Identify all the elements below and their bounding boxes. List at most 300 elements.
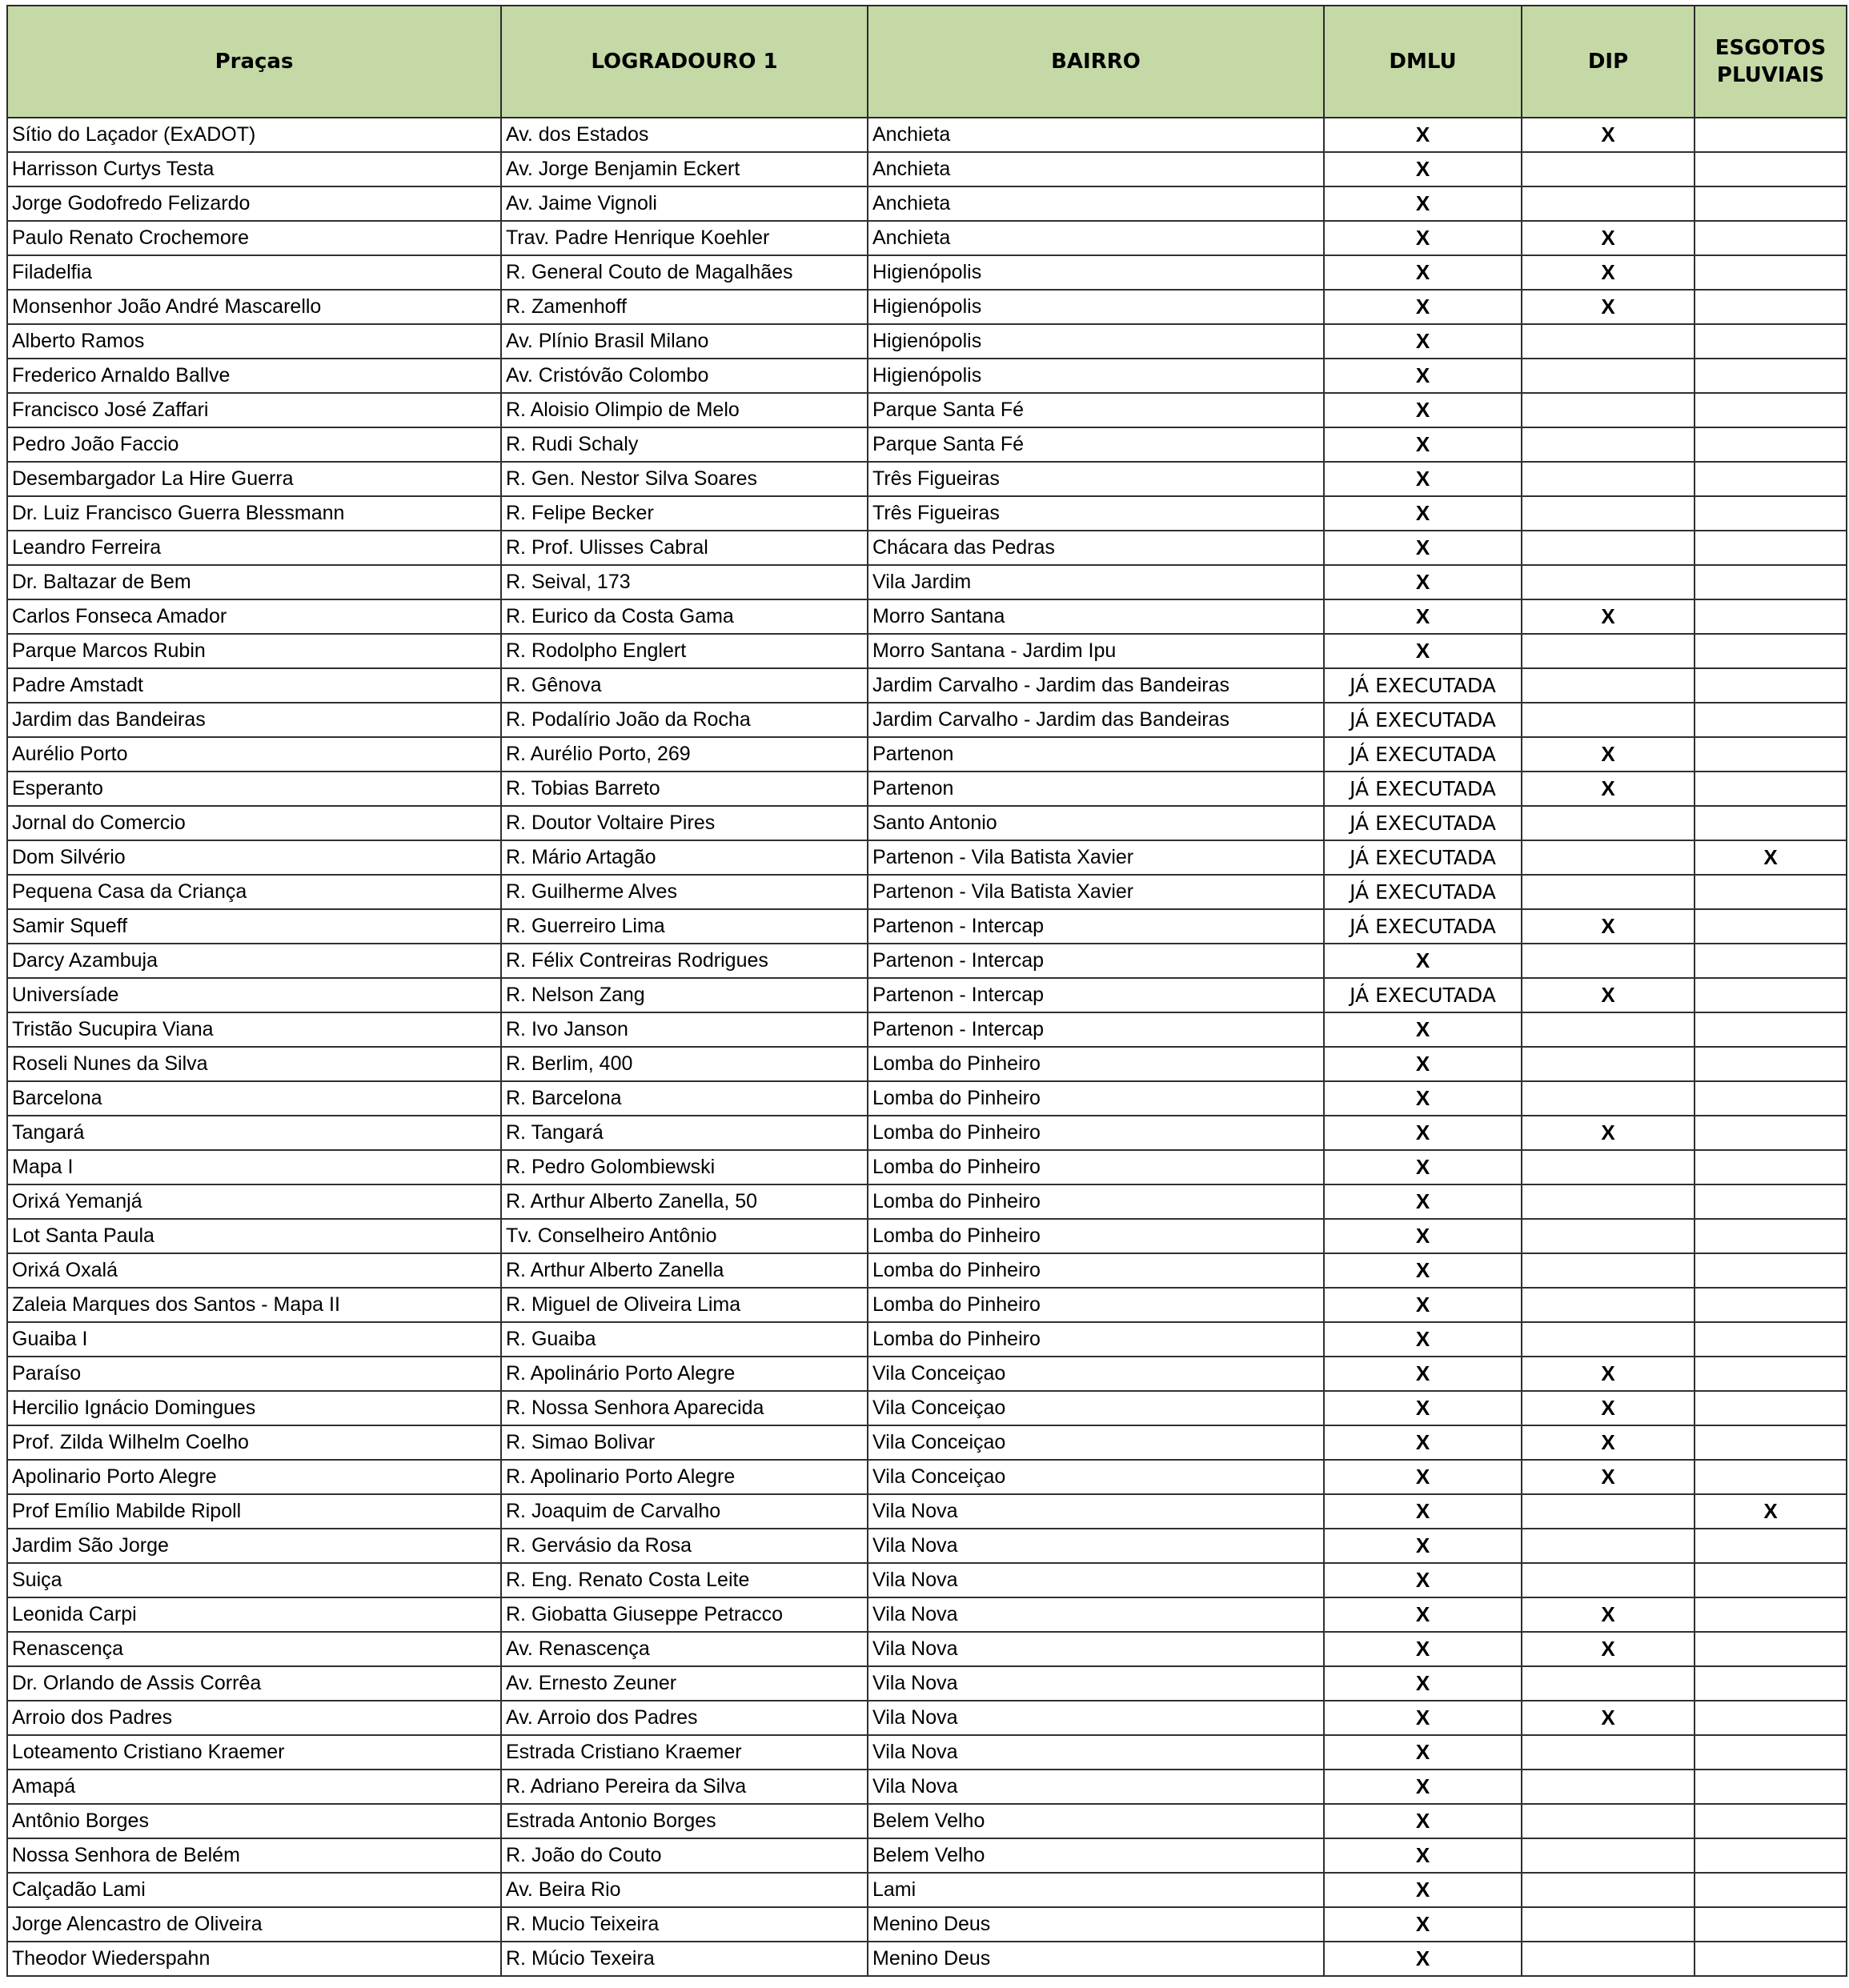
cell-dip xyxy=(1522,565,1695,599)
cell-logradouro: R. Simao Bolivar xyxy=(501,1425,868,1460)
cell-dmlu: X xyxy=(1324,1701,1522,1735)
cell-dmlu: X xyxy=(1324,599,1522,634)
cell-dmlu: X xyxy=(1324,1184,1522,1219)
cell-praca: Orixá Yemanjá xyxy=(7,1184,501,1219)
cell-dmlu: X xyxy=(1324,944,1522,978)
cell-praca: Jornal do Comercio xyxy=(7,806,501,840)
cell-esgotos-pluviais xyxy=(1695,1666,1847,1701)
cell-dip xyxy=(1522,634,1695,668)
cell-dmlu: X xyxy=(1324,1632,1522,1666)
cell-praca: Alberto Ramos xyxy=(7,324,501,359)
cell-logradouro: Av. Jaime Vignoli xyxy=(501,186,868,221)
cell-logradouro: R. Apolinário Porto Alegre xyxy=(501,1357,868,1391)
cell-praca: Pequena Casa da Criança xyxy=(7,875,501,909)
cell-praca: Arroio dos Padres xyxy=(7,1701,501,1735)
cell-bairro: Santo Antonio xyxy=(868,806,1324,840)
cell-praca: Parque Marcos Rubin xyxy=(7,634,501,668)
cell-praca: Dom Silvério xyxy=(7,840,501,875)
cell-esgotos-pluviais xyxy=(1695,1425,1847,1460)
cell-praca: Paulo Renato Crochemore xyxy=(7,221,501,255)
cell-esgotos-pluviais xyxy=(1695,1701,1847,1735)
cell-esgotos-pluviais xyxy=(1695,1391,1847,1425)
cell-logradouro: R. Mário Artagão xyxy=(501,840,868,875)
cell-bairro: Higienópolis xyxy=(868,290,1324,324)
cell-bairro: Anchieta xyxy=(868,152,1324,186)
table-row xyxy=(7,462,1847,496)
table-row xyxy=(7,1219,1847,1253)
cell-logradouro: R. Ivo Janson xyxy=(501,1012,868,1047)
cell-dmlu: X xyxy=(1324,565,1522,599)
cell-bairro: Vila Conceiçao xyxy=(868,1357,1324,1391)
cell-praca: Esperanto xyxy=(7,772,501,806)
cell-esgotos-pluviais xyxy=(1695,1081,1847,1116)
cell-bairro: Morro Santana - Jardim Ipu xyxy=(868,634,1324,668)
cell-dmlu: X xyxy=(1324,496,1522,531)
table-row xyxy=(7,772,1847,806)
cell-praca: Sítio do Laçador (ExADOT) xyxy=(7,118,501,152)
cell-esgotos-pluviais: X xyxy=(1695,1494,1847,1529)
cell-esgotos-pluviais xyxy=(1695,1838,1847,1873)
cell-bairro: Vila Nova xyxy=(868,1701,1324,1735)
cell-logradouro: R. Rodolpho Englert xyxy=(501,634,868,668)
cell-praca: Darcy Azambuja xyxy=(7,944,501,978)
cell-esgotos-pluviais xyxy=(1695,599,1847,634)
cell-logradouro: R. Adriano Pereira da Silva xyxy=(501,1770,868,1804)
cell-dmlu: X xyxy=(1324,462,1522,496)
cell-dip: X xyxy=(1522,1391,1695,1425)
cell-dmlu: X xyxy=(1324,1116,1522,1150)
cell-bairro: Lomba do Pinheiro xyxy=(868,1288,1324,1322)
cell-logradouro: Av. Arroio dos Padres xyxy=(501,1701,868,1735)
cell-bairro: Belem Velho xyxy=(868,1838,1324,1873)
cell-dmlu: X xyxy=(1324,1425,1522,1460)
cell-bairro: Vila Nova xyxy=(868,1666,1324,1701)
cell-praca: Suiça xyxy=(7,1563,501,1597)
cell-dip xyxy=(1522,1012,1695,1047)
cell-logradouro: Estrada Antonio Borges xyxy=(501,1804,868,1838)
cell-dmlu: X xyxy=(1324,1357,1522,1391)
cell-esgotos-pluviais xyxy=(1695,152,1847,186)
cell-logradouro: R. Zamenhoff xyxy=(501,290,868,324)
cell-bairro: Três Figueiras xyxy=(868,462,1324,496)
cell-esgotos-pluviais xyxy=(1695,1116,1847,1150)
cell-logradouro: R. Podalírio João da Rocha xyxy=(501,703,868,737)
cell-logradouro: R. Eng. Renato Costa Leite xyxy=(501,1563,868,1597)
cell-bairro: Lomba do Pinheiro xyxy=(868,1322,1324,1357)
cell-esgotos-pluviais xyxy=(1695,668,1847,703)
table-row xyxy=(7,1873,1847,1907)
cell-dip xyxy=(1522,840,1695,875)
cell-dip: X xyxy=(1522,1425,1695,1460)
cell-dmlu: X xyxy=(1324,1253,1522,1288)
cell-praca: Orixá Oxalá xyxy=(7,1253,501,1288)
cell-dip xyxy=(1522,1666,1695,1701)
cell-bairro: Partenon - Intercap xyxy=(868,944,1324,978)
cell-dmlu: X xyxy=(1324,1563,1522,1597)
cell-bairro: Belem Velho xyxy=(868,1804,1324,1838)
cell-esgotos-pluviais xyxy=(1695,186,1847,221)
cell-praca: Dr. Luiz Francisco Guerra Blessmann xyxy=(7,496,501,531)
cell-dmlu: X xyxy=(1324,1012,1522,1047)
cell-praca: Filadelfia xyxy=(7,255,501,290)
cell-logradouro: R. Tangará xyxy=(501,1116,868,1150)
cell-dmlu: X xyxy=(1324,255,1522,290)
table-row xyxy=(7,496,1847,531)
cell-dip xyxy=(1522,1770,1695,1804)
cell-bairro: Anchieta xyxy=(868,221,1324,255)
cell-bairro: Anchieta xyxy=(868,186,1324,221)
cell-bairro: Três Figueiras xyxy=(868,496,1324,531)
cell-bairro: Vila Jardim xyxy=(868,565,1324,599)
table-row xyxy=(7,1391,1847,1425)
cell-bairro: Partenon xyxy=(868,737,1324,772)
cell-praca: Hercilio Ignácio Domingues xyxy=(7,1391,501,1425)
cell-esgotos-pluviais xyxy=(1695,1942,1847,1976)
cell-esgotos-pluviais xyxy=(1695,1047,1847,1081)
cell-praca: Tristão Sucupira Viana xyxy=(7,1012,501,1047)
cell-dmlu: X xyxy=(1324,427,1522,462)
cell-dmlu: X xyxy=(1324,118,1522,152)
cell-dmlu: JÁ EXECUTADA xyxy=(1324,875,1522,909)
cell-dip xyxy=(1522,1563,1695,1597)
cell-esgotos-pluviais xyxy=(1695,565,1847,599)
table-row xyxy=(7,806,1847,840)
table-row xyxy=(7,186,1847,221)
cell-logradouro: R. Eurico da Costa Gama xyxy=(501,599,868,634)
cell-praca: Universíade xyxy=(7,978,501,1012)
cell-bairro: Jardim Carvalho - Jardim das Bandeiras xyxy=(868,668,1324,703)
cell-dip: X xyxy=(1522,599,1695,634)
cell-dip: X xyxy=(1522,255,1695,290)
cell-dip xyxy=(1522,1322,1695,1357)
table-row xyxy=(7,1081,1847,1116)
cell-dmlu: X xyxy=(1324,1081,1522,1116)
cell-logradouro: R. Arthur Alberto Zanella, 50 xyxy=(501,1184,868,1219)
cell-esgotos-pluviais xyxy=(1695,944,1847,978)
cell-bairro: Partenon - Vila Batista Xavier xyxy=(868,840,1324,875)
cell-logradouro: R. Berlim, 400 xyxy=(501,1047,868,1081)
cell-dip xyxy=(1522,1804,1695,1838)
cell-dip: X xyxy=(1522,1701,1695,1735)
table-row xyxy=(7,599,1847,634)
cell-logradouro: R. Seival, 173 xyxy=(501,565,868,599)
cell-dmlu: X xyxy=(1324,1322,1522,1357)
cell-esgotos-pluviais xyxy=(1695,634,1847,668)
table-row xyxy=(7,668,1847,703)
cell-esgotos-pluviais xyxy=(1695,875,1847,909)
table-row xyxy=(7,1666,1847,1701)
cell-esgotos-pluviais xyxy=(1695,290,1847,324)
table-row xyxy=(7,1322,1847,1357)
cell-bairro: Vila Conceiçao xyxy=(868,1391,1324,1425)
header-pracas: Praças xyxy=(7,6,501,118)
cell-esgotos-pluviais xyxy=(1695,737,1847,772)
cell-dip xyxy=(1522,1942,1695,1976)
cell-dip xyxy=(1522,1219,1695,1253)
cell-logradouro: R. Joaquim de Carvalho xyxy=(501,1494,868,1529)
header-row xyxy=(7,6,1847,118)
cell-praca: Zaleia Marques dos Santos - Mapa II xyxy=(7,1288,501,1322)
cell-esgotos-pluviais xyxy=(1695,978,1847,1012)
cell-dmlu: X xyxy=(1324,1838,1522,1873)
cell-esgotos-pluviais xyxy=(1695,118,1847,152)
table-row xyxy=(7,1288,1847,1322)
cell-bairro: Lomba do Pinheiro xyxy=(868,1150,1324,1184)
table-row xyxy=(7,1184,1847,1219)
cell-dmlu: X xyxy=(1324,1873,1522,1907)
cell-logradouro: R. Tobias Barreto xyxy=(501,772,868,806)
cell-logradouro: R. Mucio Teixeira xyxy=(501,1907,868,1942)
cell-logradouro: R. Apolinario Porto Alegre xyxy=(501,1460,868,1494)
cell-praca: Padre Amstadt xyxy=(7,668,501,703)
table-row xyxy=(7,324,1847,359)
cell-bairro: Higienópolis xyxy=(868,359,1324,393)
cell-praca: Prof. Zilda Wilhelm Coelho xyxy=(7,1425,501,1460)
cell-bairro: Chácara das Pedras xyxy=(868,531,1324,565)
cell-bairro: Lomba do Pinheiro xyxy=(868,1047,1324,1081)
cell-esgotos-pluviais: X xyxy=(1695,840,1847,875)
table-row xyxy=(7,1632,1847,1666)
cell-esgotos-pluviais xyxy=(1695,393,1847,427)
cell-logradouro: Av. Plínio Brasil Milano xyxy=(501,324,868,359)
cell-dmlu: X xyxy=(1324,1219,1522,1253)
cell-logradouro: R. João do Couto xyxy=(501,1838,868,1873)
table-row xyxy=(7,1047,1847,1081)
cell-esgotos-pluviais xyxy=(1695,1770,1847,1804)
cell-dmlu: X xyxy=(1324,1391,1522,1425)
cell-bairro: Vila Nova xyxy=(868,1597,1324,1632)
cell-bairro: Partenon - Intercap xyxy=(868,909,1324,944)
cell-logradouro: Av. Cristóvão Colombo xyxy=(501,359,868,393)
table-row xyxy=(7,1907,1847,1942)
cell-praca: Amapá xyxy=(7,1770,501,1804)
cell-praca: Mapa I xyxy=(7,1150,501,1184)
cell-dip: X xyxy=(1522,1632,1695,1666)
cell-esgotos-pluviais xyxy=(1695,1219,1847,1253)
table-row xyxy=(7,393,1847,427)
table-row xyxy=(7,944,1847,978)
cell-praca: Barcelona xyxy=(7,1081,501,1116)
cell-bairro: Vila Nova xyxy=(868,1770,1324,1804)
cell-esgotos-pluviais xyxy=(1695,1907,1847,1942)
cell-dip: X xyxy=(1522,909,1695,944)
cell-logradouro: R. Nelson Zang xyxy=(501,978,868,1012)
cell-dmlu: X xyxy=(1324,152,1522,186)
table-row xyxy=(7,565,1847,599)
cell-dmlu: JÁ EXECUTADA xyxy=(1324,909,1522,944)
cell-dmlu: JÁ EXECUTADA xyxy=(1324,668,1522,703)
cell-dip xyxy=(1522,944,1695,978)
cell-praca: Jardim das Bandeiras xyxy=(7,703,501,737)
cell-logradouro: R. Aurélio Porto, 269 xyxy=(501,737,868,772)
cell-praca: Pedro João Faccio xyxy=(7,427,501,462)
cell-praca: Apolinario Porto Alegre xyxy=(7,1460,501,1494)
table-row xyxy=(7,840,1847,875)
cell-logradouro: R. Barcelona xyxy=(501,1081,868,1116)
cell-logradouro: R. Aloisio Olimpio de Melo xyxy=(501,393,868,427)
cell-dmlu: X xyxy=(1324,1460,1522,1494)
cell-praca: Frederico Arnaldo Ballve xyxy=(7,359,501,393)
cell-praca: Calçadão Lami xyxy=(7,1873,501,1907)
cell-dmlu: X xyxy=(1324,324,1522,359)
cell-bairro: Parque Santa Fé xyxy=(868,393,1324,427)
cell-esgotos-pluviais xyxy=(1695,1597,1847,1632)
table-body xyxy=(7,118,1847,1976)
cell-dip xyxy=(1522,668,1695,703)
pracas-table xyxy=(6,5,1847,1977)
table-row xyxy=(7,1804,1847,1838)
cell-dmlu: X xyxy=(1324,359,1522,393)
cell-logradouro: R. General Couto de Magalhães xyxy=(501,255,868,290)
cell-logradouro: R. Felipe Becker xyxy=(501,496,868,531)
cell-praca: Dr. Orlando de Assis Corrêa xyxy=(7,1666,501,1701)
cell-logradouro: R. Rudi Schaly xyxy=(501,427,868,462)
cell-logradouro: R. Doutor Voltaire Pires xyxy=(501,806,868,840)
cell-dmlu: X xyxy=(1324,1529,1522,1563)
cell-bairro: Lomba do Pinheiro xyxy=(868,1184,1324,1219)
cell-praca: Lot Santa Paula xyxy=(7,1219,501,1253)
cell-esgotos-pluviais xyxy=(1695,1357,1847,1391)
cell-dmlu: X xyxy=(1324,290,1522,324)
cell-logradouro: Estrada Cristiano Kraemer xyxy=(501,1735,868,1770)
cell-dip xyxy=(1522,1288,1695,1322)
cell-dip xyxy=(1522,152,1695,186)
cell-dmlu: JÁ EXECUTADA xyxy=(1324,772,1522,806)
cell-dip xyxy=(1522,1184,1695,1219)
table-row xyxy=(7,1597,1847,1632)
cell-dmlu: X xyxy=(1324,1150,1522,1184)
cell-dip: X xyxy=(1522,978,1695,1012)
header-dip: DIP xyxy=(1522,6,1695,118)
cell-logradouro: R. Pedro Golombiewski xyxy=(501,1150,868,1184)
cell-dip xyxy=(1522,1838,1695,1873)
cell-logradouro: Av. Renascença xyxy=(501,1632,868,1666)
cell-dmlu: JÁ EXECUTADA xyxy=(1324,978,1522,1012)
table-row xyxy=(7,875,1847,909)
cell-esgotos-pluviais xyxy=(1695,909,1847,944)
cell-logradouro: R. Nossa Senhora Aparecida xyxy=(501,1391,868,1425)
cell-dip xyxy=(1522,1907,1695,1942)
cell-esgotos-pluviais xyxy=(1695,703,1847,737)
cell-logradouro: R. Félix Contreiras Rodrigues xyxy=(501,944,868,978)
table-row xyxy=(7,255,1847,290)
cell-logradouro: R. Arthur Alberto Zanella xyxy=(501,1253,868,1288)
cell-dip: X xyxy=(1522,290,1695,324)
cell-dmlu: JÁ EXECUTADA xyxy=(1324,806,1522,840)
table-row xyxy=(7,978,1847,1012)
cell-esgotos-pluviais xyxy=(1695,1150,1847,1184)
table-row xyxy=(7,531,1847,565)
cell-bairro: Jardim Carvalho - Jardim das Bandeiras xyxy=(868,703,1324,737)
cell-dip: X xyxy=(1522,1357,1695,1391)
cell-esgotos-pluviais xyxy=(1695,1253,1847,1288)
cell-praca: Leandro Ferreira xyxy=(7,531,501,565)
cell-esgotos-pluviais xyxy=(1695,255,1847,290)
cell-esgotos-pluviais xyxy=(1695,496,1847,531)
cell-logradouro: Trav. Padre Henrique Koehler xyxy=(501,221,868,255)
cell-logradouro: R. Giobatta Giuseppe Petracco xyxy=(501,1597,868,1632)
cell-esgotos-pluviais xyxy=(1695,1288,1847,1322)
cell-dip xyxy=(1522,1873,1695,1907)
cell-praca: Paraíso xyxy=(7,1357,501,1391)
cell-praca: Jorge Godofredo Felizardo xyxy=(7,186,501,221)
header-bairro: BAIRRO xyxy=(868,6,1324,118)
cell-esgotos-pluviais xyxy=(1695,1632,1847,1666)
cell-dmlu: X xyxy=(1324,1907,1522,1942)
cell-dmlu: X xyxy=(1324,393,1522,427)
cell-dip xyxy=(1522,1529,1695,1563)
table-row xyxy=(7,1116,1847,1150)
cell-esgotos-pluviais xyxy=(1695,1460,1847,1494)
cell-praca: Desembargador La Hire Guerra xyxy=(7,462,501,496)
cell-dip xyxy=(1522,496,1695,531)
cell-dip xyxy=(1522,393,1695,427)
cell-dip xyxy=(1522,186,1695,221)
cell-logradouro: R. Gênova xyxy=(501,668,868,703)
cell-dip: X xyxy=(1522,737,1695,772)
cell-dmlu: X xyxy=(1324,1047,1522,1081)
cell-dip: X xyxy=(1522,1597,1695,1632)
cell-bairro: Vila Conceiçao xyxy=(868,1425,1324,1460)
table-row xyxy=(7,290,1847,324)
cell-bairro: Lomba do Pinheiro xyxy=(868,1219,1324,1253)
cell-bairro: Higienópolis xyxy=(868,324,1324,359)
cell-dmlu: X xyxy=(1324,531,1522,565)
cell-esgotos-pluviais xyxy=(1695,1322,1847,1357)
cell-esgotos-pluviais xyxy=(1695,1012,1847,1047)
cell-dip xyxy=(1522,359,1695,393)
cell-praca: Renascença xyxy=(7,1632,501,1666)
cell-praca: Francisco José Zaffari xyxy=(7,393,501,427)
cell-dmlu: JÁ EXECUTADA xyxy=(1324,840,1522,875)
header-logradouro: LOGRADOURO 1 xyxy=(501,6,868,118)
cell-esgotos-pluviais xyxy=(1695,772,1847,806)
cell-logradouro: R. Guaiba xyxy=(501,1322,868,1357)
cell-dip: X xyxy=(1522,1116,1695,1150)
cell-bairro: Partenon - Intercap xyxy=(868,1012,1324,1047)
cell-dip xyxy=(1522,1047,1695,1081)
cell-esgotos-pluviais xyxy=(1695,359,1847,393)
table-row xyxy=(7,1253,1847,1288)
cell-praca: Jardim São Jorge xyxy=(7,1529,501,1563)
table-row xyxy=(7,1150,1847,1184)
cell-praca: Dr. Baltazar de Bem xyxy=(7,565,501,599)
cell-bairro: Partenon - Intercap xyxy=(868,978,1324,1012)
cell-esgotos-pluviais xyxy=(1695,1184,1847,1219)
table-row xyxy=(7,427,1847,462)
cell-dip xyxy=(1522,806,1695,840)
table-row xyxy=(7,1012,1847,1047)
cell-praca: Theodor Wiederspahn xyxy=(7,1942,501,1976)
cell-praca: Guaiba I xyxy=(7,1322,501,1357)
table-row xyxy=(7,1942,1847,1976)
cell-bairro: Vila Nova xyxy=(868,1563,1324,1597)
cell-esgotos-pluviais xyxy=(1695,806,1847,840)
cell-bairro: Morro Santana xyxy=(868,599,1324,634)
cell-logradouro: R. Prof. Ulisses Cabral xyxy=(501,531,868,565)
cell-esgotos-pluviais xyxy=(1695,1563,1847,1597)
table-row xyxy=(7,1563,1847,1597)
cell-logradouro: Tv. Conselheiro Antônio xyxy=(501,1219,868,1253)
table-row xyxy=(7,1460,1847,1494)
cell-bairro: Menino Deus xyxy=(868,1907,1324,1942)
cell-esgotos-pluviais xyxy=(1695,221,1847,255)
cell-esgotos-pluviais xyxy=(1695,531,1847,565)
table-row xyxy=(7,221,1847,255)
cell-dmlu: X xyxy=(1324,1770,1522,1804)
cell-esgotos-pluviais xyxy=(1695,1804,1847,1838)
cell-praca: Nossa Senhora de Belém xyxy=(7,1838,501,1873)
